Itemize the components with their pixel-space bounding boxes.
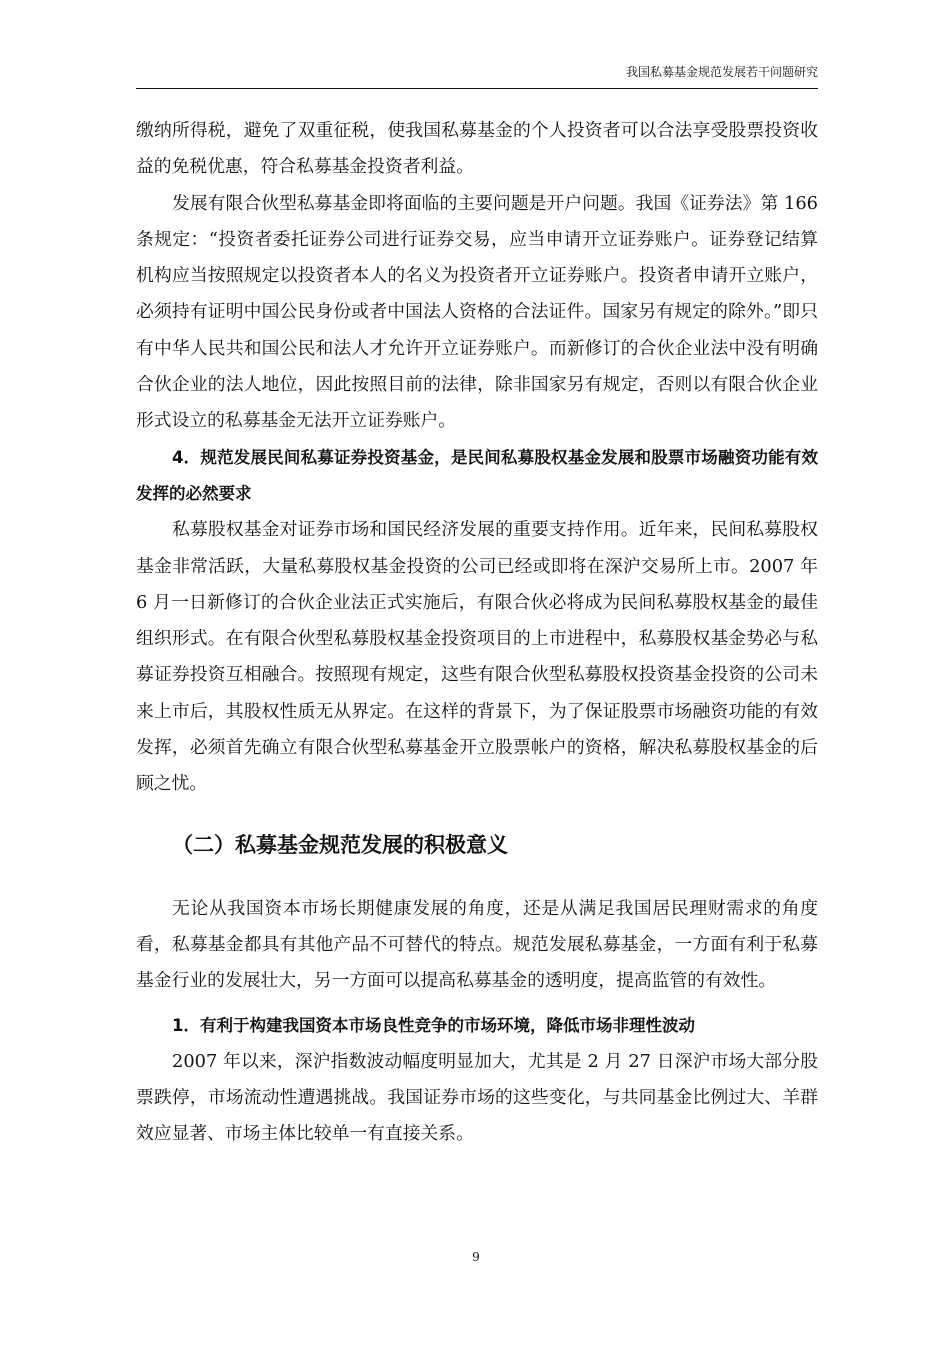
subheading-1: 1．有利于构建我国资本市场良性竞争的市场环境，降低市场非理性波动: [172, 1015, 695, 1035]
running-header: 我国私募基金规范发展若干问题研究: [625, 65, 818, 79]
paragraph-continued: 缴纳所得税，避免了双重征税，使我国私募基金的个人投资者可以合法享受股票投资收益的免税优惠，符合私募基金投资者利益。: [136, 120, 818, 178]
header-rule: [136, 88, 818, 89]
body-text: [136, 113, 818, 1153]
paragraph-significance: 无论从我国资本市场长期健康发展的角度，还是从满足我国居民理财需求的角度看，私募基金都具有其他产品不可替代的特点。规范发展私募基金，一方面有利于私募基金行业的发展壮大，另一方面可以提高私募基金的透明度，提高监管的有效性。: [136, 897, 818, 992]
paragraph-market-volatility: 2007 年以来，深沪指数波动幅度明显加大，尤其是 2 月 27 日深沪市场大部分股票跌停，市场流动性遭遇挑战。我国证券市场的这些变化，与共同基金比例过大、羊群效应显著、市场主体比较单一有直接关系。: [136, 1050, 818, 1145]
page-number: 9: [472, 1250, 480, 1264]
subheading-4: 4．规范发展民间私募证券投资基金，是民间私募股权基金发展和股票市场融资功能有效发挥的必然要求: [136, 447, 818, 503]
spacer: [136, 1000, 818, 1008]
paragraph-account-opening: 发展有限合伙型私募基金即将面临的主要问题是开户问题。我国《证券法》第 166 条规定：“投资者委托证券公司进行证券交易，应当申请开立证券账户。证券登记结算机构应当按照规定以投资者本人的名义为投资者开立证券账户。投资者申请开立账户，必须持有证明中国公民身份或者中国法人资格的合法证件。国家另有规定的除外。”即只有中华人民共和国公民和法人才允许开立证券账户。而新修订的合伙企业法中没有明确合伙企业的法人地位，因此按照目前的法律，除非国家另有规定，否则以有限合伙企业形式设立的私募基金无法开立证券账户。: [136, 192, 818, 432]
section-title: （二）私募基金规范发展的积极意义: [172, 832, 508, 857]
paragraph-private-equity: 私募股权基金对证券市场和国民经济发展的重要支持作用。近年来，民间私募股权基金非常活跃，大量私募股权基金投资的公司已经或即将在深沪交易所上市。2007 年 6 月一日新修订的合伙企业法正式实施后，有限合伙必将成为民间私募股权基金的最佳组织形式。在有限合伙型私募股权基金投资项目的上市进程中，私募股权基金势必与私募证券投资互相融合。按照现有规定，这些有限合伙型私募股权投资基金投资的公司未来上市后，其股权性质无从界定。在这样的背景下，为了保证股票市场融资功能的有效发挥，必须首先确立有限合伙型私募基金开立股票帐户的资格，解决私募股权基金的后顾之忧。: [136, 519, 818, 795]
